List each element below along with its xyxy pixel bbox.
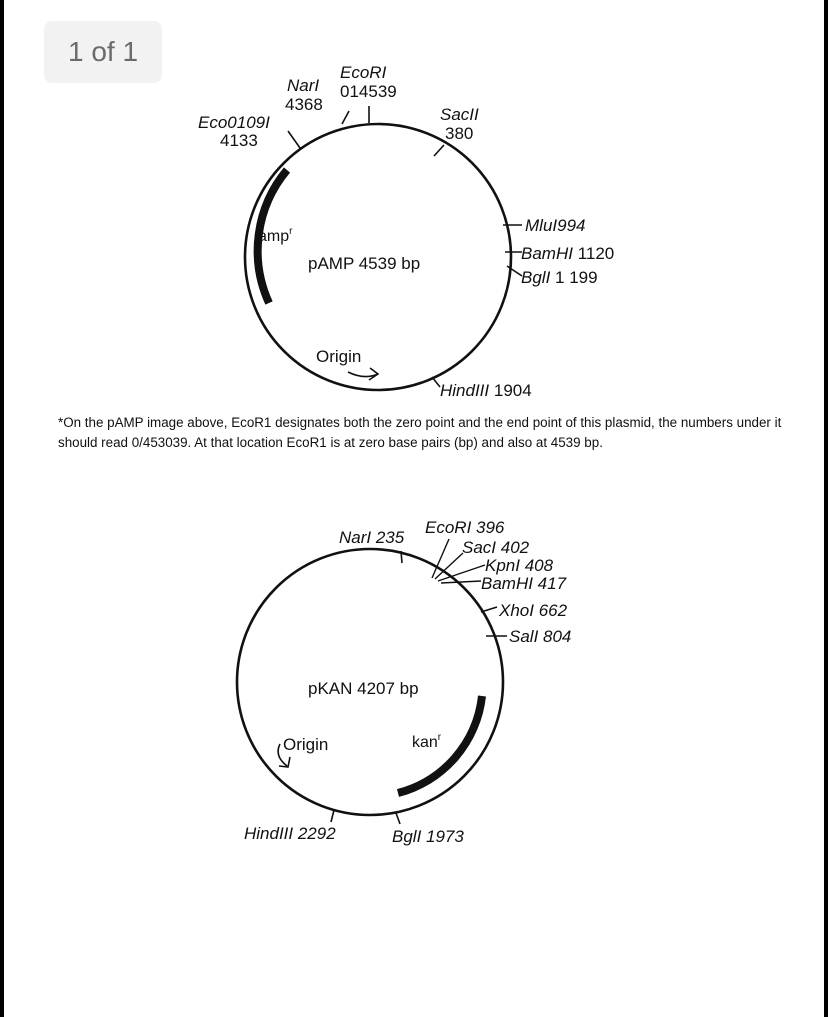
pkan-kpni-label: KpnI 408 <box>485 556 554 575</box>
pamp-sacii-label: SacII <box>440 105 479 124</box>
pamp-nar-label: NarI <box>287 76 320 95</box>
pkan-nar-label: NarI 235 <box>339 528 405 547</box>
amp-gene-label: amp$^r$ <box>258 226 293 245</box>
pamp-bgli-label: BglI 1 199 <box>521 268 598 287</box>
pkan-xhoi-tick <box>481 607 497 612</box>
pkan-saci-label: SacI 402 <box>462 538 530 557</box>
pkan-bgli-label: BglI 1973 <box>392 827 464 846</box>
pamp-sacii-tick <box>434 145 444 156</box>
pkan-origin-label: Origin <box>283 735 329 754</box>
footnote: *On the pAMP image above, EcoR1 designates both the zero point and the end point of this plasmid, the numbers under it should read 0/453039. At that location EcoR1 is at zero base pairs (bp) and also at 4539 bp. <box>58 415 782 450</box>
pamp-origin-label: Origin <box>316 347 362 366</box>
pamp-bamhi-label: BamHI 1120 <box>521 244 615 263</box>
pamp-map <box>198 63 614 400</box>
pamp-nar-position: 4368 <box>285 95 323 114</box>
pamp-eco0109-tick <box>288 131 300 148</box>
kan-gene-arc <box>398 696 482 793</box>
page-indicator: 1 of 1 <box>44 21 162 83</box>
pkan-map <box>237 518 571 846</box>
pkan-hindiii-label: HindIII 2292 <box>244 824 336 843</box>
pkan-bamhi-label: BamHI 417 <box>481 574 567 593</box>
pamp-ecori-position: 014539 <box>340 82 397 101</box>
pkan-bamhi-tick <box>441 581 481 583</box>
pkan-ecori-label: EcoRI 396 <box>425 518 505 537</box>
pamp-origin-arrow-icon <box>348 372 378 377</box>
pkan-bgli-tick <box>396 813 400 824</box>
pamp-eco0109-label: Eco0109I <box>198 113 270 132</box>
pamp-name: pAMP 4539 bp <box>308 254 421 273</box>
kan-gene-label: kan$^r$ <box>412 732 442 751</box>
plasmid-maps <box>4 0 824 1017</box>
pkan-nar-tick <box>401 551 402 563</box>
pkan-sali-label: SalI 804 <box>509 627 572 646</box>
pamp-hindiii-tick <box>432 377 440 387</box>
document-page <box>4 0 824 1017</box>
pamp-hindiii-label: HindIII 1904 <box>440 381 532 400</box>
pamp-ecori-label: EcoRI <box>340 63 387 82</box>
pamp-origin-arrowhead-icon <box>369 368 378 380</box>
pamp-sacii-position: 380 <box>445 124 474 143</box>
pamp-mlu-label: MluI994 <box>525 216 586 235</box>
pkan-xhoi-label: XhoI 662 <box>499 601 568 620</box>
pkan-name: pKAN 4207 bp <box>308 679 419 698</box>
pamp-eco0109-position: 4133 <box>220 131 258 150</box>
pkan-hindiii-tick <box>331 810 334 822</box>
pamp-nar-tick <box>342 111 349 124</box>
